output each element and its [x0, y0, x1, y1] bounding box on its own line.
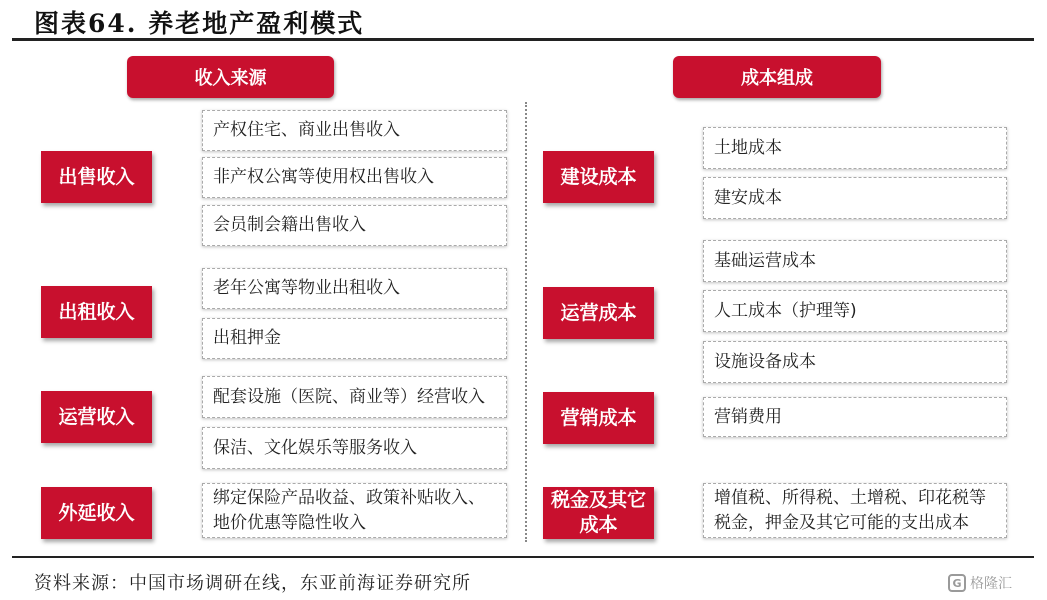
watermark [948, 572, 1040, 594]
cost-item: 营销费用 [703, 397, 1007, 437]
cost-category-operation: 运营成本 [543, 287, 654, 339]
watermark-text: 格隆汇 [970, 576, 1012, 592]
revenue-category-extension: 外延收入 [41, 487, 152, 539]
top-rule [12, 38, 1034, 41]
cost-item: 基础运营成本 [703, 240, 1007, 282]
revenue-header: 收入来源 [127, 56, 334, 98]
revenue-item: 非产权公寓等使用权出售收入 [202, 157, 507, 198]
cost-category-marketing: 营销成本 [543, 392, 654, 444]
figure-title: 图表64. 养老地产盈利模式 [34, 9, 365, 38]
column-divider [525, 102, 527, 542]
cost-item: 土地成本 [703, 127, 1007, 169]
revenue-item: 产权住宅、商业出售收入 [202, 110, 507, 151]
revenue-item: 绑定保险产品收益、政策补贴收入、地价优惠等隐性收入 [202, 483, 507, 538]
revenue-item: 会员制会籍出售收入 [202, 205, 507, 246]
cost-item: 设施设备成本 [703, 341, 1007, 383]
revenue-item: 出租押金 [202, 318, 507, 359]
revenue-category-operation: 运营收入 [41, 391, 152, 443]
revenue-item: 配套设施（医院、商业等）经营收入 [202, 376, 507, 418]
revenue-item: 老年公寓等物业出租收入 [202, 268, 507, 309]
revenue-category-sales: 出售收入 [41, 151, 152, 203]
cost-item: 人工成本（护理等) [703, 290, 1007, 332]
revenue-item: 保洁、文化娱乐等服务收入 [202, 427, 507, 469]
gelonghui-logo-icon: G [948, 574, 966, 592]
cost-category-construction: 建设成本 [543, 151, 654, 203]
cost-item: 建安成本 [703, 177, 1007, 219]
source-note: 资料来源：中国市场调研在线，东亚前海证券研究所 [34, 573, 471, 594]
cost-category-tax-other: 税金及其它成本 [543, 487, 654, 539]
cost-header: 成本组成 [673, 56, 881, 98]
bottom-rule [12, 556, 1034, 558]
cost-item: 增值税、所得税、土增税、印花税等税金，押金及其它可能的支出成本 [703, 483, 1007, 538]
revenue-category-rental: 出租收入 [41, 286, 152, 338]
